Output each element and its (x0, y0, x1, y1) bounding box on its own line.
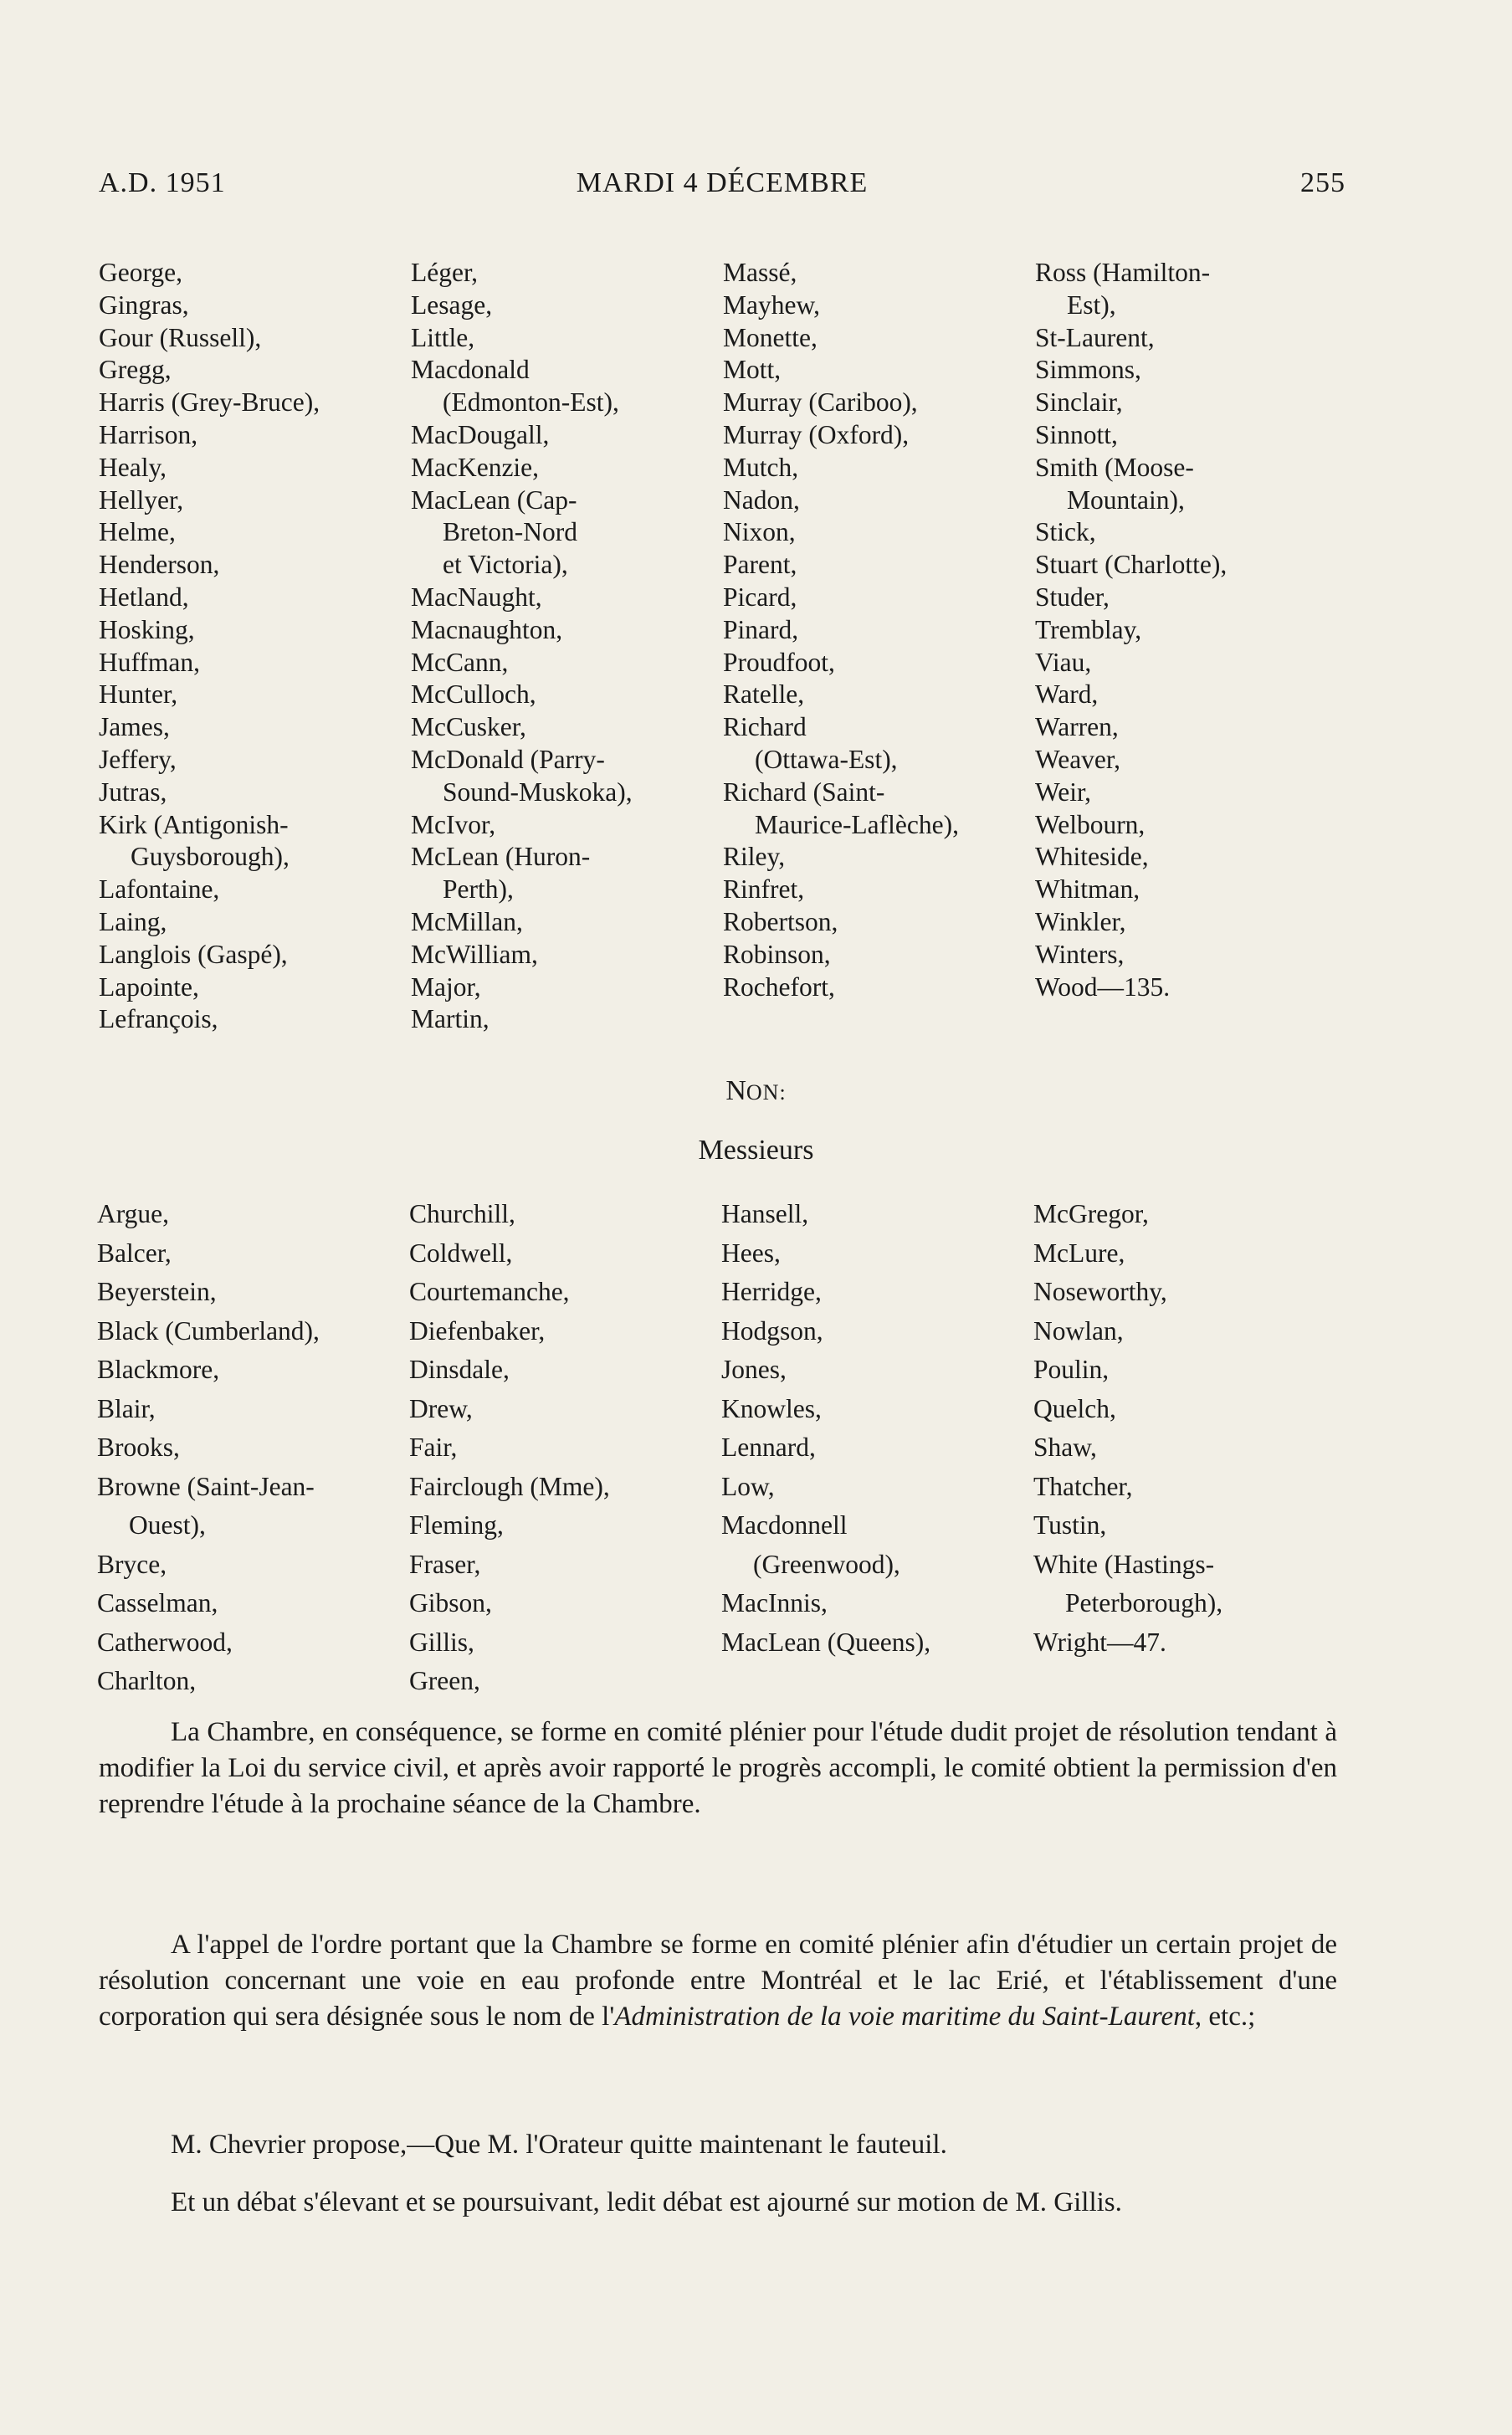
yea-member-name: Whitman, (1035, 874, 1140, 905)
nay-column (409, 1195, 721, 1701)
header-date: MARDI 4 DÉCEMBRE (576, 167, 869, 198)
nay-member-name: Beyerstein, (97, 1277, 217, 1306)
paragraph-debate-adjourned: Et un débat s'élevant et se poursuivant, ledit débat est ajourné sur motion de M. Gillis. (171, 2187, 1122, 2217)
yea-member-name: Sound-Muskoka), (443, 777, 633, 807)
yea-member-name: Huffman, (99, 647, 201, 677)
yea-member-name: Parent, (723, 550, 797, 580)
yea-member-name: Laing, (99, 906, 167, 936)
yea-member-name: Monette, (723, 322, 818, 352)
yea-member-name: Lefrançois, (99, 1004, 218, 1034)
nay-member-name: McGregor, (1033, 1199, 1149, 1228)
nay-member-name: Bryce, (97, 1549, 167, 1579)
yea-member-name: Hetland, (99, 582, 189, 612)
yea-member-name: Breton-Nord (443, 517, 577, 547)
yea-member-name: et Victoria), (443, 550, 568, 580)
nay-member-name: Green, (409, 1666, 480, 1695)
yea-member-name: Massé, (723, 258, 797, 287)
nay-member-name: Tustin, (1033, 1510, 1107, 1540)
yea-member-name: George, (99, 258, 183, 287)
yeas-name-list (99, 257, 1347, 1036)
nay-member-name: Gibson, (409, 1588, 492, 1617)
nay-member-name: Poulin, (1033, 1355, 1110, 1384)
nay-member-name: MacLean (Queens), (721, 1627, 931, 1657)
yea-member-name: Ratelle, (723, 679, 805, 710)
nays-heading-initial: N (725, 1075, 746, 1106)
nay-member-name: Black (Cumberland), (97, 1315, 320, 1346)
yea-member-name: Langlois (Gaspé), (99, 939, 288, 969)
yea-column (723, 257, 1035, 1036)
yea-member-name: McCulloch, (411, 679, 536, 710)
nay-member-name: Thatcher, (1033, 1471, 1133, 1501)
yea-member-name: (Edmonton-Est), (443, 387, 619, 418)
yea-member-name: Rinfret, (723, 874, 805, 905)
yea-member-name: Gingras, (99, 290, 189, 320)
yea-member-name: Perth), (443, 874, 514, 905)
yea-member-name: Lesage, (411, 290, 493, 320)
yea-member-name: McLean (Huron- (411, 842, 591, 872)
yea-member-name: Winkler, (1035, 906, 1126, 936)
yea-member-name: Mountain), (1067, 484, 1185, 515)
yea-column (1035, 257, 1347, 1036)
yea-member-name: Simmons, (1035, 355, 1141, 385)
yea-member-name: Lafontaine, (99, 874, 220, 905)
yea-member-name: Richard (723, 712, 807, 742)
yea-member-name: Tremblay, (1035, 614, 1142, 644)
yea-member-name: Sinnott, (1035, 419, 1118, 449)
yea-member-name: Guysborough), (131, 842, 290, 872)
yea-member-name: McMillan, (411, 906, 523, 936)
yea-member-name: MacLean (Cap- (411, 484, 577, 515)
yea-member-name: Stick, (1035, 517, 1096, 547)
nays-heading (0, 1075, 1512, 1107)
yea-member-name: Harrison, (99, 419, 198, 449)
nay-member-name: Blair, (97, 1393, 156, 1423)
nay-member-name: Hodgson, (721, 1315, 823, 1346)
nay-member-name: Blackmore, (97, 1355, 220, 1384)
yea-member-name: Ward, (1035, 679, 1099, 710)
yea-member-name: Mott, (723, 355, 782, 385)
yea-member-name: Mayhew, (723, 290, 821, 320)
paragraph-order-call-text: A l'appel de l'ordre portant que la Chambre se forme en comité plénier afin d'étudier un certain projet de résolution concernant une voie en eau profonde entre Montréal et le lac Erié, et l'établissement d'une corporation qui sera désignée sous le nom de l' (99, 1930, 1337, 2032)
yea-member-name: Jeffery, (99, 744, 177, 774)
nay-column (1033, 1195, 1345, 1701)
yea-member-name: MacDougall, (411, 419, 550, 449)
nay-member-name: Balcer, (97, 1238, 172, 1268)
nay-member-name: Peterborough), (1065, 1588, 1223, 1617)
yea-member-name: St-Laurent, (1035, 322, 1155, 352)
nay-member-name: White (Hastings- (1033, 1549, 1215, 1579)
nay-member-name: Fair, (409, 1433, 458, 1462)
yea-member-name: Macnaughton, (411, 614, 563, 644)
yea-member-name: Weir, (1035, 777, 1092, 807)
nay-member-name: Courtemanche, (409, 1277, 570, 1306)
yea-member-name: McWilliam, (411, 939, 538, 969)
yea-member-name: Murray (Cariboo), (723, 387, 918, 418)
yea-member-name: Nadon, (723, 484, 800, 515)
yea-member-name: Proudfoot, (723, 647, 835, 677)
nay-member-name: McLure, (1033, 1238, 1125, 1268)
nay-member-name: Fleming, (409, 1510, 504, 1540)
yea-member-name: Gregg, (99, 355, 172, 385)
nay-member-name: Charlton, (97, 1666, 197, 1695)
yea-member-name: Robertson, (723, 906, 838, 936)
header-year: A.D. 1951 (99, 167, 226, 198)
nay-member-name: Herridge, (721, 1277, 822, 1306)
yea-column (99, 257, 411, 1036)
yea-member-name: Nixon, (723, 517, 796, 547)
nay-member-name: Dinsdale, (409, 1355, 510, 1384)
yea-member-name: MacNaught, (411, 582, 542, 612)
yea-member-name: MacKenzie, (411, 452, 540, 482)
messieurs-subheading: Messieurs (698, 1135, 814, 1166)
nay-member-name: Low, (721, 1471, 775, 1501)
nay-member-name: Casselman, (97, 1588, 218, 1617)
nay-member-name: Quelch, (1033, 1393, 1116, 1423)
nay-member-name: Jones, (721, 1355, 787, 1384)
yea-member-name: James, (99, 712, 170, 742)
yea-member-name: McIvor, (411, 809, 496, 839)
nay-member-name: Shaw, (1033, 1433, 1097, 1462)
yea-member-name: Robinson, (723, 939, 831, 969)
nay-member-name: Hansell, (721, 1199, 809, 1228)
nay-column (97, 1195, 409, 1701)
yea-member-name: Kirk (Antigonish- (99, 809, 289, 839)
nay-member-name: Nowlan, (1033, 1315, 1124, 1346)
paragraph-motion: M. Chevrier propose,—Que M. l'Orateur quitte maintenant le fauteuil. (171, 2130, 947, 2160)
paragraph-order-call-end: , etc.; (1194, 2002, 1256, 2032)
nay-member-name: MacInnis, (721, 1588, 828, 1617)
yea-member-name: Viau, (1035, 647, 1092, 677)
nays-name-list (97, 1195, 1345, 1701)
nay-member-name: Fraser, (409, 1549, 481, 1579)
nay-member-name: Wright—47. (1033, 1627, 1166, 1657)
paragraph-committee-report: La Chambre, en conséquence, se forme en comité plénier pour l'étude dudit projet de résolution tendant à modifier la Loi du service civil, et après avoir rapporté le progrès accompli, le comité obtient la permission d'en reprendre l'étude à la prochaine séance de la Chambre. (99, 1717, 1337, 1819)
yea-member-name: Pinard, (723, 614, 799, 644)
nay-member-name: Coldwell, (409, 1238, 513, 1268)
yea-member-name: Studer, (1035, 582, 1110, 612)
yea-member-name: Sinclair, (1035, 387, 1123, 418)
nay-member-name: Gillis, (409, 1627, 474, 1657)
yea-member-name: Martin, (411, 1004, 489, 1034)
paragraph-order-call (99, 1927, 1337, 2035)
nay-member-name: Lennard, (721, 1433, 816, 1462)
nay-member-name: Catherwood, (97, 1627, 233, 1657)
yea-member-name: Picard, (723, 582, 797, 612)
nay-member-name: Drew, (409, 1393, 473, 1423)
yea-member-name: Welbourn, (1035, 809, 1146, 839)
page-number: 255 (1300, 167, 1345, 198)
nay-member-name: Hees, (721, 1238, 781, 1268)
yea-member-name: Hosking, (99, 614, 195, 644)
yea-member-name: Jutras, (99, 777, 167, 807)
nay-column (721, 1195, 1033, 1701)
nay-member-name: Fairclough (Mme), (409, 1471, 610, 1501)
nay-member-name: Diefenbaker, (409, 1315, 546, 1346)
yea-member-name: McCann, (411, 647, 509, 677)
yea-member-name: Hellyer, (99, 484, 184, 515)
nay-member-name: Ouest), (129, 1510, 206, 1540)
yea-member-name: Wood—135. (1035, 971, 1171, 1002)
yea-member-name: Est), (1067, 290, 1116, 320)
yea-member-name: Maurice-Laflèche), (755, 809, 959, 839)
paragraph-order-call-italic: Administration de la voie maritime du Saint-Laurent (614, 2002, 1195, 2032)
yea-member-name: Ross (Hamilton- (1035, 258, 1211, 287)
nay-member-name: Browne (Saint-Jean- (97, 1471, 315, 1501)
nay-member-name: (Greenwood), (753, 1549, 900, 1579)
yea-member-name: Hunter, (99, 679, 178, 710)
yea-member-name: Little, (411, 322, 475, 352)
yea-member-name: Léger, (411, 258, 479, 287)
yea-member-name: Mutch, (723, 452, 799, 482)
yea-member-name: Winters, (1035, 939, 1125, 969)
yea-member-name: Rochefort, (723, 971, 835, 1002)
yea-member-name: McDonald (Parry- (411, 744, 605, 774)
nays-heading-rest: ON: (746, 1080, 787, 1105)
nay-member-name: Argue, (97, 1199, 170, 1228)
yea-member-name: Weaver, (1035, 744, 1121, 774)
nay-member-name: Churchill, (409, 1199, 515, 1228)
yea-member-name: Whiteside, (1035, 842, 1149, 872)
yea-member-name: Harris (Grey-Bruce), (99, 387, 320, 418)
yea-member-name: Major, (411, 971, 481, 1002)
yea-member-name: Warren, (1035, 712, 1119, 742)
yea-member-name: Murray (Oxford), (723, 419, 910, 449)
yea-member-name: Stuart (Charlotte), (1035, 550, 1228, 580)
yea-member-name: Gour (Russell), (99, 322, 262, 352)
yea-member-name: (Ottawa-Est), (755, 744, 898, 774)
yea-member-name: Richard (Saint- (723, 777, 885, 807)
yea-member-name: Lapointe, (99, 971, 199, 1002)
yea-member-name: McCusker, (411, 712, 526, 742)
nay-member-name: Macdonnell (721, 1510, 848, 1540)
yea-member-name: Riley, (723, 842, 786, 872)
nay-member-name: Noseworthy, (1033, 1277, 1167, 1306)
yea-member-name: Helme, (99, 517, 176, 547)
yea-member-name: Smith (Moose- (1035, 452, 1194, 482)
yea-member-name: Macdonald (411, 355, 530, 385)
yea-member-name: Henderson, (99, 550, 220, 580)
nay-member-name: Knowles, (721, 1393, 822, 1423)
nay-member-name: Brooks, (97, 1433, 180, 1462)
yea-member-name: Healy, (99, 452, 167, 482)
yea-column (411, 257, 723, 1036)
